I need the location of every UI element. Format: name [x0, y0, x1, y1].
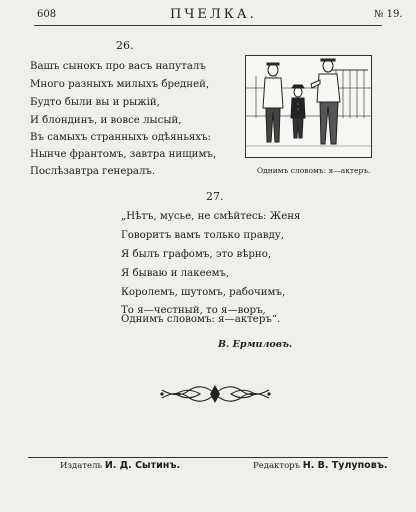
poem-26-number: 26.: [116, 39, 134, 52]
footer-divider: [28, 457, 388, 458]
illustration-caption: Однимъ словомъ: я—актеръ.: [257, 166, 371, 175]
publisher-line: [60, 460, 180, 471]
poem-26-line: Вашъ сынокъ про васъ напуталъ: [30, 61, 206, 72]
poem-27-number: 27.: [206, 190, 224, 203]
poem-27-line: „Нѣтъ, мусье, не смѣйтесь: Женя: [121, 211, 301, 222]
editor-label: Редакторъ: [253, 461, 301, 471]
author-signature: В. Ермиловъ.: [218, 339, 293, 350]
poem-27-line: Говоритъ вамъ только правду,: [121, 230, 285, 241]
poem-27-line: То я—честный, то я—воръ,: [121, 305, 266, 316]
poem-27-line: Однимъ словомъ: я—актеръ“.: [121, 314, 281, 325]
publisher-label: Издатель: [60, 461, 103, 471]
actor-illustration: [246, 56, 371, 157]
ornament-divider: [158, 381, 273, 407]
poem-26-line: И блондинъ, и вовсе лысый,: [30, 115, 182, 126]
editor-name: Н. В. Тулуповъ.: [302, 460, 388, 471]
poem-26-line: Много разныхъ милыхъ бредней,: [30, 79, 210, 90]
poem-27-line: Королемъ, шутомъ, рабочимъ,: [121, 287, 286, 298]
illustration: [245, 55, 372, 158]
poem-27-line: Я былъ графомъ, это вѣрно,: [121, 249, 272, 260]
issue-number: № 19.: [374, 9, 403, 20]
poem-26-line: Будто были вы и рыжій,: [30, 97, 160, 108]
poem-27-line: Я бываю и лакеемъ,: [121, 268, 230, 279]
page-number: 608: [37, 9, 57, 20]
editor-line: [253, 460, 387, 471]
poem-26-line: Послѣзавтра генералъ.: [30, 166, 156, 177]
publisher-name: И. Д. Сытинъ.: [104, 460, 181, 471]
journal-title: ПЧЕЛКА.: [170, 7, 257, 22]
poem-26-line: Нынче франтомъ, завтра нищимъ,: [30, 149, 217, 160]
header-divider: [34, 25, 382, 26]
poem-26-line: Въ самыхъ странныхъ одѣяньяхъ:: [30, 132, 211, 143]
